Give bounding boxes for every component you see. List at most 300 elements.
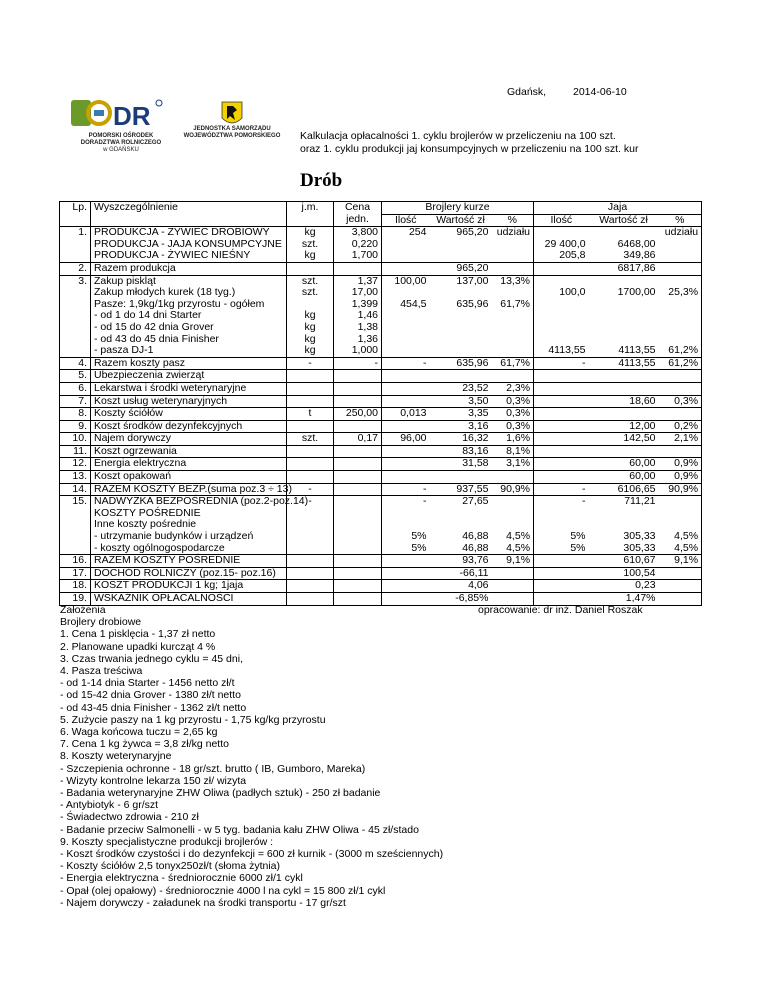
table-row bbox=[60, 262, 702, 275]
cell-price: 250,00 bbox=[334, 408, 382, 421]
cell-lp bbox=[60, 334, 91, 346]
cell-b-qty bbox=[382, 239, 430, 251]
cell-j-value: 711,21 bbox=[589, 496, 659, 508]
cell-unit: kg bbox=[287, 250, 334, 262]
cell-item: RAZEM KOSZTY BEZP.(suma poz.3 ÷ 13) bbox=[91, 483, 287, 496]
cell-item: DOCHÓD ROLNICZY (poz.15- poz.16) bbox=[91, 567, 287, 580]
assumption-line: - Badanie przeciw Salmonelli - w 5 tyg. badania kału ZHW Oliwa - 45 zł/stado bbox=[60, 823, 419, 836]
cell-j-pct bbox=[659, 496, 702, 508]
cell-j-value: 18,60 bbox=[589, 395, 659, 408]
cell-j-value: 60,00 bbox=[589, 471, 659, 484]
cell-j-value bbox=[589, 370, 659, 383]
assumption-line: - Szczepienia ochronne - 18 gr/szt. brutto ( IB, Gumboro, Mareka) bbox=[60, 762, 366, 775]
cell-b-pct: 90,9% bbox=[492, 483, 534, 496]
cell-lp bbox=[60, 239, 91, 251]
cell-j-qty bbox=[534, 458, 589, 471]
cell-b-qty: - bbox=[382, 496, 430, 508]
cell-b-pct bbox=[492, 250, 534, 262]
table-row bbox=[60, 580, 702, 593]
cell-lp: 7. bbox=[60, 395, 91, 408]
cell-b-qty bbox=[382, 555, 430, 568]
cell-j-qty bbox=[534, 508, 589, 520]
cell-lp: 16. bbox=[60, 555, 91, 568]
assumptions-block bbox=[60, 604, 443, 909]
cell-j-pct bbox=[659, 262, 702, 275]
table-row bbox=[60, 227, 702, 239]
cell-j-value: 6817,86 bbox=[589, 262, 659, 275]
cell-b-qty bbox=[382, 395, 430, 408]
cell-unit bbox=[287, 458, 334, 471]
griffin-crest-icon bbox=[177, 96, 287, 130]
cell-price bbox=[334, 580, 382, 593]
cell-unit bbox=[287, 395, 334, 408]
cell-b-qty bbox=[382, 508, 430, 520]
cell-b-value: 635,96 bbox=[456, 297, 489, 310]
cell-b-qty: 100,00 bbox=[382, 275, 430, 287]
cell-price: 1,46 bbox=[334, 310, 382, 322]
cell-j-pct bbox=[659, 370, 702, 383]
cell-j-qty bbox=[534, 580, 589, 593]
cell-unit bbox=[287, 370, 334, 383]
subtitle-line1: Kalkulacja opłacalności 1. cyklu brojlerów w przeliczeniu na 100 szt. bbox=[300, 130, 616, 142]
cell-unit: t bbox=[287, 408, 334, 421]
cell-j-value: 4113,55 bbox=[589, 357, 659, 370]
assumption-line: - Badania weterynaryjne ZHW Oliwa (padłych sztuk) - 250 zł badanie bbox=[60, 787, 381, 800]
cell-b-pct bbox=[492, 471, 534, 484]
date: 2014-06-10 bbox=[573, 86, 627, 98]
cell-j-qty bbox=[534, 262, 589, 275]
cell-j-qty bbox=[534, 299, 589, 311]
cell-j-value: 142,50 bbox=[589, 433, 659, 446]
head-unit: j.m. bbox=[287, 202, 334, 215]
cell-b-value: 23,52 bbox=[430, 382, 492, 395]
cell-b-pct bbox=[492, 580, 534, 593]
cell-j-pct bbox=[659, 239, 702, 251]
cell-b-pct: 0,3% bbox=[492, 420, 534, 433]
cell-j-value bbox=[589, 310, 659, 322]
cell-j-value: 0,23 bbox=[589, 580, 659, 593]
assumption-line: Założenia bbox=[60, 604, 106, 616]
cell-price bbox=[334, 531, 382, 543]
cell-b-qty: 5% bbox=[382, 543, 430, 555]
jst-logo bbox=[177, 96, 287, 160]
cell-j-qty bbox=[534, 433, 589, 446]
cell-b-pct bbox=[492, 310, 534, 322]
cell-unit: - bbox=[287, 496, 334, 508]
cell-item: KOSZT PRODUKCJI 1 kg; 1jaja bbox=[91, 580, 287, 593]
head-b-pct: % bbox=[492, 214, 534, 227]
cell-b-pct bbox=[492, 334, 534, 346]
cell-j-value: 1700,00 bbox=[617, 286, 656, 299]
cell-price: - bbox=[334, 357, 382, 370]
cell-b-pct: 0,3% bbox=[492, 408, 534, 421]
cell-item: Koszt usług weterynaryjnych bbox=[91, 395, 287, 408]
cell-j-qty: - bbox=[534, 496, 589, 508]
cell-item: Koszt środków dezynfekcyjnych bbox=[91, 420, 287, 433]
cell-j-qty: 205,8 bbox=[534, 250, 589, 262]
assumption-line: - od 1-14 dnia Starter - 1456 netto zł/t bbox=[60, 677, 235, 690]
assumption-line: - Opał (olej opałowy) - średniorocznie 4000 l na cykl = 15 800 zł/1 cykl bbox=[60, 884, 386, 897]
cell-b-value bbox=[430, 310, 492, 322]
cell-j-value bbox=[589, 322, 659, 334]
cell-price bbox=[334, 567, 382, 580]
cell-j-qty bbox=[534, 555, 589, 568]
cell-unit: szt. bbox=[287, 275, 334, 287]
cell-lp: 14. bbox=[60, 483, 91, 496]
cell-j-pct: 0,9% bbox=[659, 458, 702, 471]
cell-j-value: 6468,00 bbox=[617, 237, 656, 250]
cell-price: 0,220 bbox=[334, 239, 382, 251]
cell-item: Najem dorywczy bbox=[91, 433, 287, 446]
table-row bbox=[60, 555, 702, 568]
cell-j-value: 349,86 bbox=[623, 249, 656, 262]
table-row bbox=[60, 287, 702, 299]
cell-b-value bbox=[430, 345, 492, 357]
cell-j-value: 12,00 bbox=[589, 420, 659, 433]
cell-lp: 2. bbox=[60, 262, 91, 275]
cell-b-qty: - bbox=[382, 357, 430, 370]
cell-lp: 9. bbox=[60, 420, 91, 433]
cell-b-pct bbox=[492, 322, 534, 334]
cell-unit: - bbox=[287, 483, 334, 496]
cell-item: Ubezpieczenia zwierząt bbox=[91, 370, 287, 383]
cell-price bbox=[334, 458, 382, 471]
cell-unit bbox=[287, 262, 334, 275]
cell-j-pct: 61,2% bbox=[659, 357, 702, 370]
assumption-line: - od 15-42 dnia Grover - 1380 zł/t netto bbox=[60, 689, 241, 702]
assumption-line: 7. Cena 1 kg żywca = 3,8 zł/kg netto bbox=[60, 738, 229, 751]
table-row bbox=[60, 250, 702, 262]
cell-unit bbox=[287, 555, 334, 568]
cell-j-qty bbox=[534, 408, 589, 421]
cell-b-value: -6,85% bbox=[430, 593, 492, 606]
cell-unit bbox=[287, 531, 334, 543]
podr-line2: DORADZTWA ROLNICZEGO bbox=[80, 140, 162, 146]
table-row bbox=[60, 567, 702, 580]
cell-item: - utrzymanie budynków i urządzeń bbox=[91, 531, 287, 543]
head-b-wartosc: Wartość zł bbox=[430, 214, 492, 227]
assumption-line: 3. Czas trwania jednego cyklu = 45 dni, bbox=[60, 652, 243, 665]
cell-j-pct bbox=[659, 445, 702, 458]
cell-item: Zakup piskląt bbox=[91, 275, 287, 287]
assumption-line: - Koszty ściółów 2,5 tonyx250zł/t (słoma żytnia) bbox=[60, 860, 280, 873]
cell-b-pct bbox=[492, 262, 534, 275]
cell-j-qty bbox=[534, 445, 589, 458]
cell-b-pct: 1,6% bbox=[492, 433, 534, 446]
cell-unit bbox=[287, 471, 334, 484]
cell-price: 0,17 bbox=[334, 433, 382, 446]
cell-j-value: 305,33 bbox=[623, 530, 656, 543]
podr-line1: POMORSKI OŚRODEK bbox=[88, 133, 154, 139]
head-price: Cena bbox=[334, 202, 382, 215]
cell-item: Inne koszty pośrednie bbox=[91, 519, 287, 531]
cell-price: 3,800 bbox=[334, 227, 382, 239]
cell-b-qty bbox=[382, 567, 430, 580]
cell-price: 1,700 bbox=[334, 250, 382, 262]
cell-b-value: 46,88 bbox=[462, 530, 489, 543]
cell-j-value: 100,54 bbox=[589, 567, 659, 580]
table-row bbox=[60, 334, 702, 346]
table-body bbox=[60, 227, 702, 605]
cell-lp: 10. bbox=[60, 433, 91, 446]
table-row bbox=[60, 322, 702, 334]
cell-b-pct: 13,3% bbox=[492, 275, 534, 287]
cell-lp: 11. bbox=[60, 445, 91, 458]
cell-price bbox=[334, 420, 382, 433]
cell-j-pct bbox=[659, 322, 702, 334]
cell-j-qty bbox=[534, 227, 589, 239]
table-row bbox=[60, 345, 702, 357]
cell-item: - pasza DJ-1 bbox=[91, 345, 287, 357]
cell-price bbox=[334, 519, 382, 531]
cell-b-pct bbox=[492, 345, 534, 357]
logos bbox=[65, 96, 287, 160]
assumption-line: - Energia elektryczna - średniorocznie 6000 zł/1 cykl bbox=[60, 872, 303, 885]
cell-item: RAZEM KOSZTY POŚREDNIE bbox=[91, 555, 287, 568]
cell-j-pct bbox=[659, 567, 702, 580]
cell-lp: 1. bbox=[60, 227, 91, 239]
cell-j-qty bbox=[534, 420, 589, 433]
cell-lp: 15. bbox=[60, 496, 91, 508]
head-b-ilosc: Ilość bbox=[382, 214, 430, 227]
cell-b-pct: udziału bbox=[492, 227, 534, 239]
cell-b-pct bbox=[492, 239, 534, 251]
cell-price bbox=[334, 370, 382, 383]
cell-lp bbox=[60, 519, 91, 531]
cell-b-pct bbox=[492, 370, 534, 383]
cell-j-qty bbox=[534, 382, 589, 395]
cell-b-value bbox=[430, 287, 492, 299]
cell-j-value bbox=[589, 445, 659, 458]
head-price-2: jedn. bbox=[334, 214, 382, 227]
cell-b-value: 3,35 bbox=[430, 408, 492, 421]
jst-line2: WOJEWÓDZTWA POMORSKIEGO bbox=[183, 133, 281, 139]
cell-b-value bbox=[430, 322, 492, 334]
assumption-line: - Koszt środków czystości i do dezynfekcji = 600 zł kurnik - (3000 m sześciennych) bbox=[60, 848, 444, 861]
cell-item: Koszt opakowań bbox=[91, 471, 287, 484]
cell-j-value bbox=[589, 382, 659, 395]
cell-b-pct: 3,1% bbox=[492, 458, 534, 471]
cell-b-qty bbox=[382, 370, 430, 383]
podr-logo bbox=[65, 96, 177, 160]
cell-j-qty bbox=[534, 322, 589, 334]
cell-b-qty bbox=[382, 262, 430, 275]
cell-lp: 3. bbox=[60, 275, 91, 287]
table-row bbox=[60, 543, 702, 555]
table-head-row-1 bbox=[60, 202, 702, 215]
assumption-line: 9. Koszty specjalistyczne produkcji brojlerów : bbox=[60, 835, 274, 848]
cell-lp: 19. bbox=[60, 593, 91, 606]
cell-b-value: 3,50 bbox=[430, 395, 492, 408]
cell-unit: kg bbox=[287, 345, 334, 357]
cell-b-qty: 96,00 bbox=[382, 433, 430, 446]
cell-b-pct: 4,5% bbox=[506, 541, 531, 554]
cell-b-qty bbox=[382, 580, 430, 593]
cell-b-value: 16,32 bbox=[430, 433, 492, 446]
cell-price bbox=[334, 543, 382, 555]
cell-item: KOSZTY POŚREDNIE bbox=[91, 508, 287, 520]
subtitle bbox=[300, 130, 638, 156]
cell-j-pct bbox=[659, 299, 702, 311]
cell-item: Razem produkcja bbox=[91, 262, 287, 275]
cell-lp: 4. bbox=[60, 357, 91, 370]
cell-j-pct bbox=[659, 310, 702, 322]
cell-b-pct bbox=[492, 496, 534, 508]
cell-j-qty bbox=[534, 370, 589, 383]
cell-j-pct bbox=[659, 408, 702, 421]
cell-b-value bbox=[430, 334, 492, 346]
cell-unit: kg bbox=[287, 322, 334, 334]
cell-j-qty bbox=[534, 395, 589, 408]
table-row bbox=[60, 483, 702, 496]
cell-price bbox=[334, 395, 382, 408]
cell-b-qty bbox=[382, 310, 430, 322]
cell-item: Zakup młodych kurek (18 tyg.) bbox=[91, 287, 287, 299]
assumption-line: - Świadectwo zdrowia - 210 zł bbox=[60, 811, 199, 824]
assumption-line: 1. Cena 1 pisklęcia - 1,37 zł netto bbox=[60, 628, 216, 641]
cell-price bbox=[334, 471, 382, 484]
cell-j-qty bbox=[534, 567, 589, 580]
cell-unit: szt. bbox=[287, 433, 334, 446]
cell-lp: 13. bbox=[60, 471, 91, 484]
cell-j-pct: udziału bbox=[659, 227, 702, 239]
cell-j-value: 4113,55 bbox=[618, 344, 656, 357]
head-jaja: Jaja bbox=[534, 202, 702, 215]
cell-b-qty bbox=[382, 458, 430, 471]
cell-b-pct: 0,3% bbox=[492, 395, 534, 408]
cell-price bbox=[334, 382, 382, 395]
table-row bbox=[60, 357, 702, 370]
podr-logo-mark-icon bbox=[65, 96, 177, 130]
head-j-ilosc: Ilość bbox=[534, 214, 589, 227]
cell-lp bbox=[60, 531, 91, 543]
cell-b-pct bbox=[492, 287, 534, 299]
cell-j-value: 60,00 bbox=[589, 458, 659, 471]
cell-b-value: 31,58 bbox=[430, 458, 492, 471]
head-lp: Lp. bbox=[60, 202, 91, 215]
cell-item: - od 1 do 14 dni Starter bbox=[91, 310, 287, 322]
cell-j-qty: 100,0 bbox=[534, 287, 589, 299]
assumption-line: 8. Koszty weterynaryjne bbox=[60, 750, 172, 763]
cell-j-value: 6106,65 bbox=[589, 483, 659, 496]
cell-item: - od 43 do 45 dnia Finisher bbox=[91, 334, 287, 346]
subtitle-line2: oraz 1. cyklu produkcji jaj konsumpcyjnych w przeliczeniu na 100 szt. kur bbox=[300, 143, 639, 155]
cell-b-value: 3,16 bbox=[430, 420, 492, 433]
cell-j-pct bbox=[659, 593, 702, 606]
cell-b-pct: 2,3% bbox=[492, 382, 534, 395]
cell-b-pct bbox=[492, 567, 534, 580]
cell-j-pct: 0,9% bbox=[659, 471, 702, 484]
cell-b-pct: 8,1% bbox=[492, 445, 534, 458]
cell-unit bbox=[287, 580, 334, 593]
cell-j-pct: 2,1% bbox=[659, 433, 702, 446]
cell-b-value: 27,65 bbox=[430, 496, 492, 508]
cell-j-pct: 90,9% bbox=[659, 483, 702, 496]
place: Gdańsk, bbox=[507, 86, 547, 98]
cell-b-pct: 61,7% bbox=[500, 297, 531, 310]
cell-b-qty: - bbox=[382, 483, 430, 496]
cell-price bbox=[334, 508, 382, 520]
table-row bbox=[60, 370, 702, 383]
cell-j-value bbox=[589, 299, 659, 311]
assumption-line: - Najem dorywczy - załadunek na środki transportu - 17 gr/szt bbox=[60, 896, 346, 909]
cell-b-value: 93,76 bbox=[430, 555, 492, 568]
cell-j-pct: 61,2% bbox=[659, 345, 702, 357]
cell-j-value: 1,47% bbox=[589, 593, 659, 606]
cell-b-qty: 0,013 bbox=[382, 408, 430, 421]
cell-price: 17,00 bbox=[334, 287, 382, 299]
cell-lp bbox=[60, 299, 91, 311]
table-row bbox=[60, 458, 702, 471]
cell-unit bbox=[287, 567, 334, 580]
cell-b-qty bbox=[382, 445, 430, 458]
cell-b-qty bbox=[382, 334, 430, 346]
cell-j-pct: 9,1% bbox=[659, 555, 702, 568]
cell-item: Energia elektryczna bbox=[91, 458, 287, 471]
cell-price bbox=[334, 262, 382, 275]
assumption-line: - Wizyty kontrolne lekarza 150 zł/ wizyta bbox=[60, 774, 247, 787]
cell-lp: 5. bbox=[60, 370, 91, 383]
cell-b-qty: 5% bbox=[382, 531, 430, 543]
cell-b-qty bbox=[382, 420, 430, 433]
table-row bbox=[60, 531, 702, 543]
cell-b-value bbox=[430, 370, 492, 383]
cell-b-qty: 254 bbox=[382, 227, 430, 239]
assumption-line: 4. Pasza treściwa bbox=[60, 665, 143, 678]
assumption-line: - od 43-45 dnia Finisher - 1362 zł/t netto bbox=[60, 701, 247, 714]
cell-price: 1,399 bbox=[334, 299, 382, 311]
cell-lp: 6. bbox=[60, 382, 91, 395]
cell-b-value: 137,00 bbox=[430, 275, 492, 287]
cell-lp: 17. bbox=[60, 567, 91, 580]
cell-lp bbox=[60, 250, 91, 262]
table-row bbox=[60, 408, 702, 421]
cell-j-qty: 5% bbox=[534, 531, 589, 543]
table-row bbox=[60, 395, 702, 408]
cell-b-value: 4,06 bbox=[430, 580, 492, 593]
cell-j-qty: - bbox=[534, 357, 589, 370]
cell-unit bbox=[287, 508, 334, 520]
cell-unit: kg bbox=[287, 334, 334, 346]
cell-j-value: 305,33 bbox=[623, 541, 656, 554]
jst-line1: JEDNOSTKA SAMORZĄDU bbox=[193, 126, 271, 132]
cell-b-pct bbox=[492, 508, 534, 520]
cell-b-pct: 61,7% bbox=[492, 357, 534, 370]
cell-b-qty bbox=[382, 287, 430, 299]
cell-price: 1,37 bbox=[334, 275, 382, 287]
cell-lp: 18. bbox=[60, 580, 91, 593]
cell-b-value bbox=[430, 508, 492, 520]
cell-item: Lekarstwa i środki weterynaryjne bbox=[91, 382, 287, 395]
cell-item: PRODUKCJA - ŻYWIEC NIEŚNY bbox=[91, 250, 287, 262]
cell-b-qty bbox=[382, 382, 430, 395]
cell-unit: szt. bbox=[287, 239, 334, 251]
cell-j-qty bbox=[534, 471, 589, 484]
cell-unit bbox=[287, 519, 334, 531]
cell-b-value: 937,55 bbox=[430, 483, 492, 496]
cell-b-value bbox=[430, 471, 492, 484]
podr-line3: w GDAŃSKU bbox=[103, 147, 139, 153]
table-row bbox=[60, 433, 702, 446]
table-head-row-2 bbox=[60, 214, 702, 227]
cell-item: - od 15 do 42 dnia Grover bbox=[91, 322, 287, 334]
cell-b-pct: 4,5% bbox=[506, 530, 531, 543]
author-note: opracowanie: dr inż. Daniel Roszak bbox=[478, 604, 643, 616]
cell-j-value: 610,67 bbox=[589, 555, 659, 568]
cell-j-pct bbox=[659, 250, 702, 262]
cell-b-qty bbox=[382, 345, 430, 357]
cell-lp bbox=[60, 310, 91, 322]
